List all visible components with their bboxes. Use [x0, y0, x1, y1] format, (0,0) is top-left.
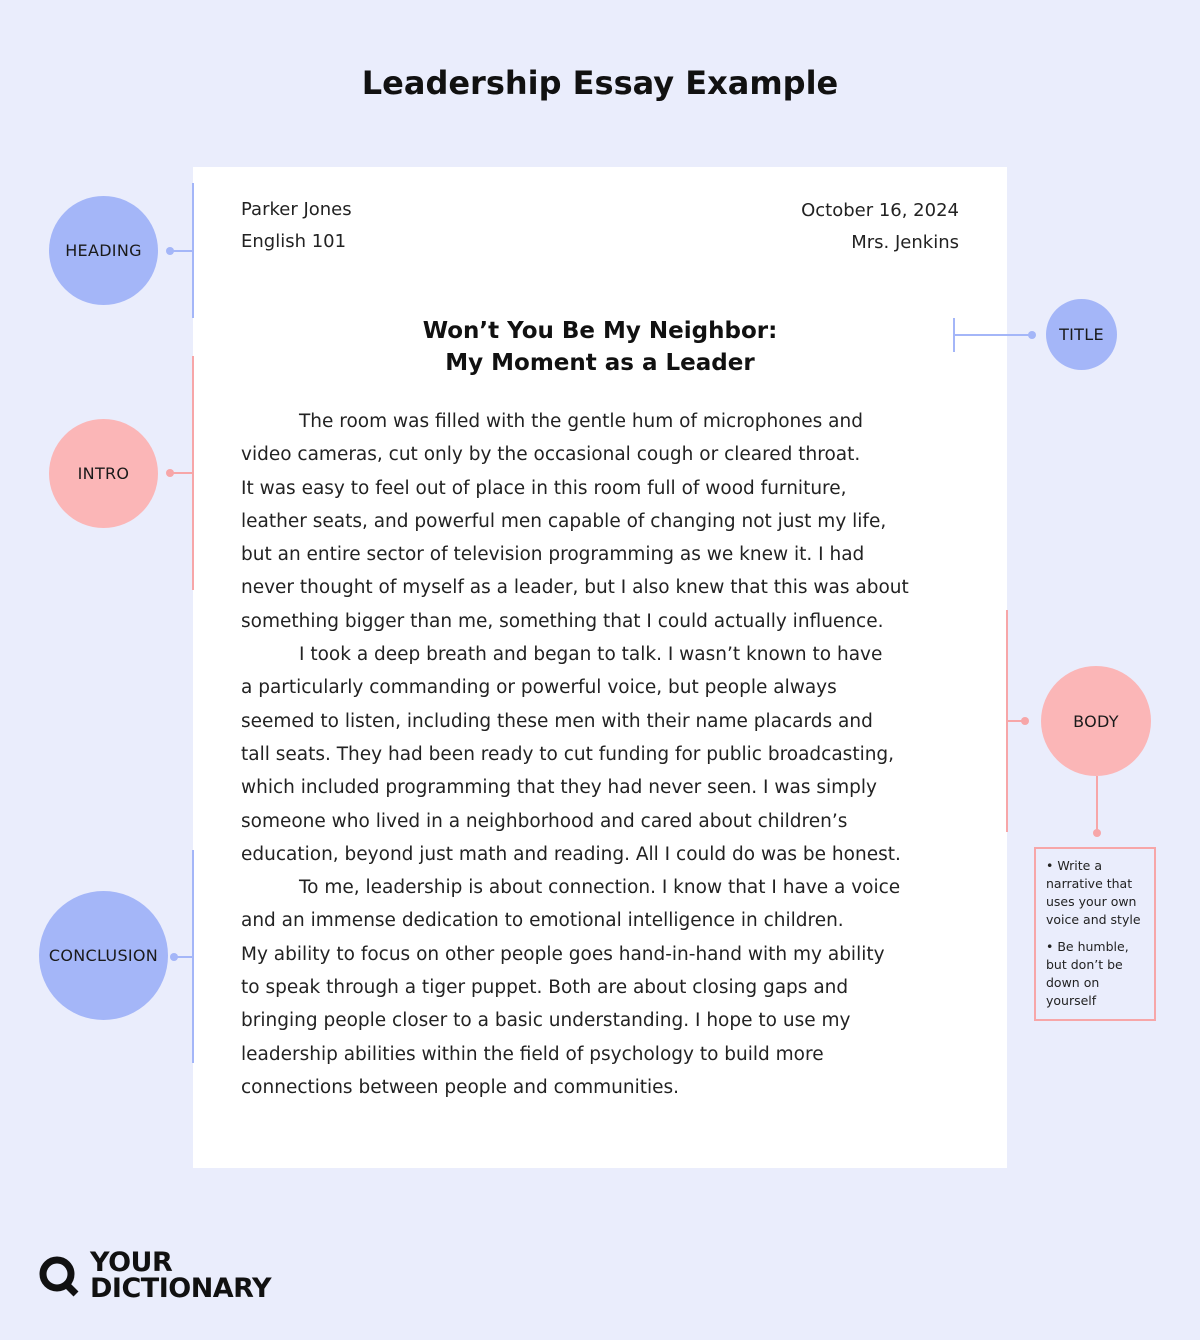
essay-line: tall seats. They had been ready to cut funding for public broadcasting,	[241, 743, 895, 765]
intro-connector-dot	[166, 469, 174, 477]
essay-title	[193, 315, 1007, 379]
conclusion-label: CONCLUSION	[39, 891, 168, 1020]
essay-line: connections between people and communities.	[241, 1076, 680, 1098]
essay-line: leather seats, and powerful men capable of changing not just my life,	[241, 510, 887, 532]
body-tips-connector	[1096, 776, 1098, 832]
title-label: TITLE	[1046, 299, 1117, 370]
essay-heading-left	[241, 194, 352, 258]
logo-wordmark	[90, 1247, 272, 1304]
essay-line: My ability to focus on other people goes hand-in-hand with my ability	[241, 943, 885, 965]
heading-label: HEADING	[49, 196, 158, 305]
essay-line: but an entire sector of television programming as we knew it. I had	[241, 544, 865, 566]
essay-line: something bigger than me, something that I could actually influence.	[241, 610, 884, 632]
body-connector-dot	[1021, 717, 1029, 725]
conclusion-connector-dot	[170, 953, 178, 961]
essay-line: It was easy to feel out of place in this room full of wood furniture,	[241, 477, 847, 499]
essay-line: video cameras, cut only by the occasional cough or cleared throat.	[241, 444, 861, 466]
heading-connector	[172, 250, 193, 252]
intro-connector	[172, 472, 193, 474]
logo-q-icon	[38, 1254, 82, 1298]
essay-line: which included programming that they had never seen. I was simply	[241, 777, 877, 799]
course-name: English 101	[241, 231, 347, 252]
essay-paper	[193, 167, 1007, 1168]
body-label: BODY	[1041, 666, 1151, 776]
author-name: Parker Jones	[241, 199, 352, 220]
essay-line: leadership abilities within the field of psychology to build more	[241, 1043, 824, 1065]
body-tips-box	[1034, 847, 1156, 1021]
body-tip: • Write a narrative that uses your own voice and style	[1046, 858, 1141, 927]
logo-line: DICTIONARY	[90, 1273, 272, 1304]
essay-line: and an immense dedication to emotional intelligence in children.	[241, 910, 844, 932]
essay-line: To me, leadership is about connection. I know that I have a voice	[299, 877, 901, 899]
essay-line: I took a deep breath and began to talk. I wasn’t known to have	[299, 644, 883, 666]
body-tips-connector-dot	[1093, 829, 1101, 837]
essay-line: to speak through a tiger puppet. Both are about closing gaps and	[241, 977, 849, 999]
logo-line: YOUR	[90, 1247, 173, 1278]
essay-line: a particularly commanding or powerful voice, but people always	[241, 677, 837, 699]
page-title: Leadership Essay Example	[361, 64, 839, 102]
essay-line: someone who lived in a neighborhood and cared about children’s	[241, 810, 848, 832]
essay-title-line: My Moment as a Leader	[445, 350, 755, 376]
essay-line: never thought of myself as a leader, but I also knew that this was about	[241, 577, 909, 599]
heading-connector-dot	[166, 247, 174, 255]
essay-line: bringing people closer to a basic understanding. I hope to use my	[241, 1010, 851, 1032]
title-connector-dot	[1028, 331, 1036, 339]
essay-heading-right	[801, 195, 959, 259]
yourdictionary-logo	[38, 1247, 272, 1304]
essay-title-line: Won’t You Be My Neighbor:	[422, 318, 778, 344]
body-tip: • Be humble, but don’t be down on yourself	[1046, 939, 1129, 1008]
essay-line: The room was filled with the gentle hum of microphones and	[299, 411, 863, 432]
teacher-name: Mrs. Jenkins	[851, 232, 959, 253]
essay-body	[241, 405, 981, 1104]
intro-label: INTRO	[49, 419, 158, 528]
essay-line: education, beyond just math and reading. All I could do was be honest.	[241, 843, 901, 865]
title-connector	[954, 334, 1032, 336]
essay-line: seemed to listen, including these men with their name placards and	[241, 710, 873, 732]
essay-date: October 16, 2024	[801, 200, 959, 221]
